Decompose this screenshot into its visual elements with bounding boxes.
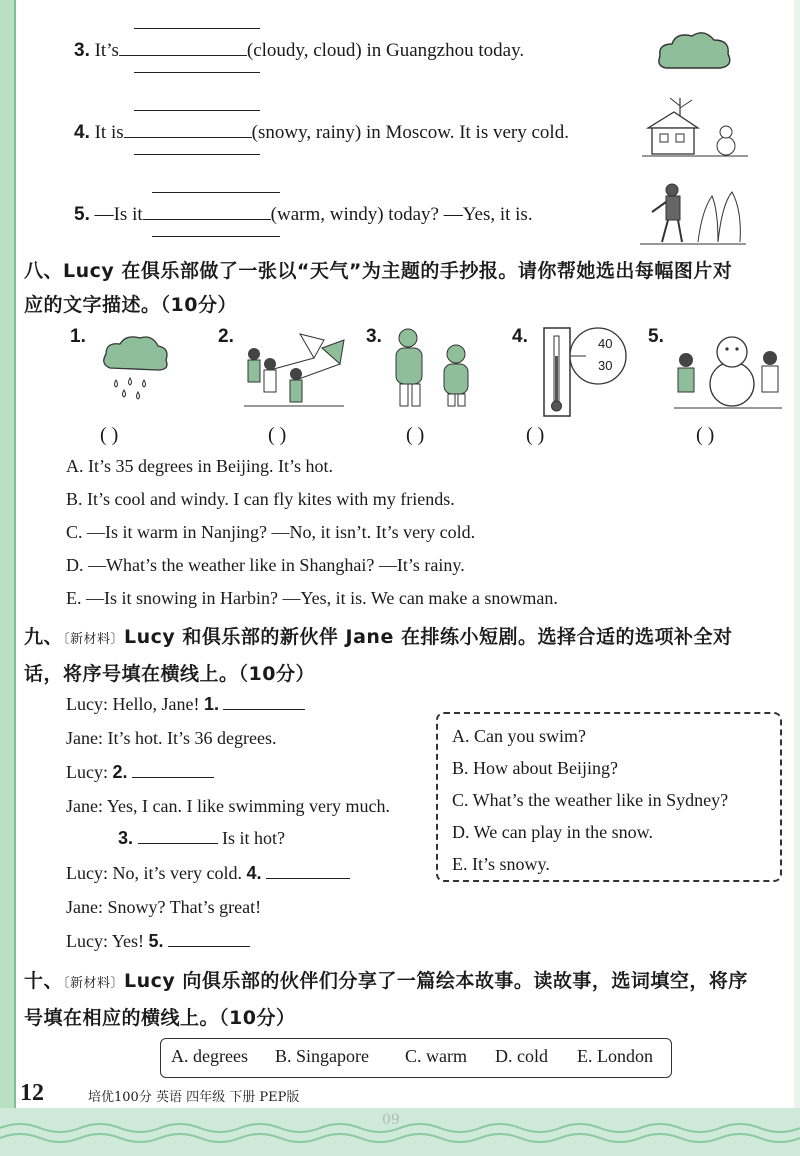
answer-paren[interactable]: ( ) (100, 424, 119, 446)
choice-a: A. Can you swim? (452, 726, 586, 746)
answer-blank[interactable] (132, 777, 214, 778)
word-option: C. warm (405, 1046, 467, 1066)
dialogue-line-4: Jane: Yes, I can. I like swimming very much. (66, 796, 390, 816)
dialogue-line-3: Lucy: 2. (66, 762, 214, 783)
question-prefix: It is (94, 122, 124, 143)
cold-kids-icon (384, 326, 484, 410)
word-bank (160, 1038, 672, 1078)
option-c: C. —Is it warm in Nanjing? —No, it isn’t. It’s very cold. (66, 522, 476, 542)
question-3 (74, 40, 524, 62)
rain-cloud-icon (100, 334, 170, 404)
page-frame-right (794, 0, 800, 1156)
choice-d: D. We can play in the snow. (452, 822, 654, 842)
answer-blank[interactable] (266, 878, 350, 879)
question-5 (74, 204, 533, 226)
dialogue-line-5: 3. Is it hot? (118, 828, 286, 848)
word-option: B. Singapore (275, 1046, 369, 1066)
choice-c: C. What’s the weather like in Sydney? (452, 790, 729, 810)
dialogue-line-8: Lucy: Yes! 5. (66, 931, 250, 952)
dialogue-line-2: Jane: It’s hot. It’s 36 degrees. (66, 728, 277, 748)
temperature-low: 30 (598, 358, 613, 373)
picture-number: 5. (648, 326, 664, 347)
question-number: 4. (74, 122, 90, 143)
dialogue-line-6: Lucy: No, it’s very cold. 4. (66, 863, 350, 884)
answer-blank[interactable] (223, 709, 305, 710)
word-option: D. cold (495, 1046, 548, 1066)
picture-number: 1. (70, 326, 86, 347)
new-material-tag: 〔新材料〕 (63, 632, 125, 647)
choice-e: E. It’s snowy. (452, 854, 550, 874)
dialogue-line-1: Lucy: Hello, Jane! 1. (66, 694, 305, 715)
choices-box (436, 712, 782, 882)
new-material-tag: 〔新材料〕 (63, 976, 125, 991)
choice-b: B. How about Beijing? (452, 758, 618, 778)
question-prefix: It’s (94, 40, 119, 61)
windy-boy-icon (638, 180, 748, 248)
dialogue-line-7: Jane: Snowy? That’s great! (66, 897, 262, 917)
section-10-title: 十、〔新材料〕Lucy 向俱乐部的伙伴们分享了一篇绘本故事。读故事，选词填空，将序 号填在相应的横线上。（10分） (24, 970, 748, 1029)
question-options: (snowy, rainy) in Moscow. It is very cold. (251, 122, 569, 143)
question-options: (cloudy, cloud) in Guangzhou today. (246, 40, 525, 61)
temperature-high: 40 (598, 336, 613, 351)
section-9-title: 九、〔新材料〕Lucy 和俱乐部的新伙伴 Jane 在排练小短剧。选择合适的选项补全对 话，将序号填在横线上。（10分） (24, 626, 733, 685)
answer-paren[interactable]: ( ) (696, 424, 715, 446)
question-number: 5. (74, 204, 90, 225)
picture-number: 2. (218, 326, 234, 347)
option-e: E. —Is it snowing in Harbin? —Yes, it is. We can make a snowman. (66, 588, 558, 608)
book-info: 培优100分 英语 四年级 下册 PEP版 (88, 1090, 300, 1105)
question-number: 3. (74, 40, 90, 61)
option-d: D. —What’s the weather like in Shanghai? —It’s rainy. (66, 555, 465, 575)
answer-blank[interactable] (168, 946, 250, 947)
page-frame-bottom (0, 1108, 800, 1156)
question-options: (warm, windy) today? —Yes, it is. (270, 204, 533, 225)
kites-icon (240, 330, 350, 410)
answer-blank[interactable] (143, 219, 271, 220)
option-b: B. It’s cool and windy. I can fly kites with my friends. (66, 489, 455, 509)
thermometer-icon (540, 326, 640, 420)
answer-paren[interactable]: ( ) (268, 424, 287, 446)
option-a: A. It’s 35 degrees in Beijing. It’s hot. (66, 456, 333, 476)
snowy-house-icon (640, 96, 750, 162)
answer-blank[interactable] (138, 843, 218, 844)
answer-paren[interactable]: ( ) (406, 424, 425, 446)
page-frame-left (0, 0, 16, 1110)
faint-page-mark: 09 (382, 1112, 400, 1128)
question-prefix: —Is it (94, 204, 143, 225)
picture-number: 3. (366, 326, 382, 347)
page-number: 12 (20, 1080, 44, 1106)
word-option: E. London (577, 1046, 653, 1066)
answer-blank[interactable] (119, 55, 247, 56)
section-8-title: 八、Lucy 在俱乐部做了一张以“天气”为主题的手抄报。请你帮她选出每幅图片对 应的文字描述。（10分） (24, 260, 733, 316)
word-option: A. degrees (171, 1046, 248, 1066)
answer-blank[interactable] (124, 137, 252, 138)
cloud-icon (654, 28, 734, 78)
picture-number: 4. (512, 326, 528, 347)
snowman-icon (672, 326, 784, 412)
question-4 (74, 122, 569, 144)
answer-paren[interactable]: ( ) (526, 424, 545, 446)
